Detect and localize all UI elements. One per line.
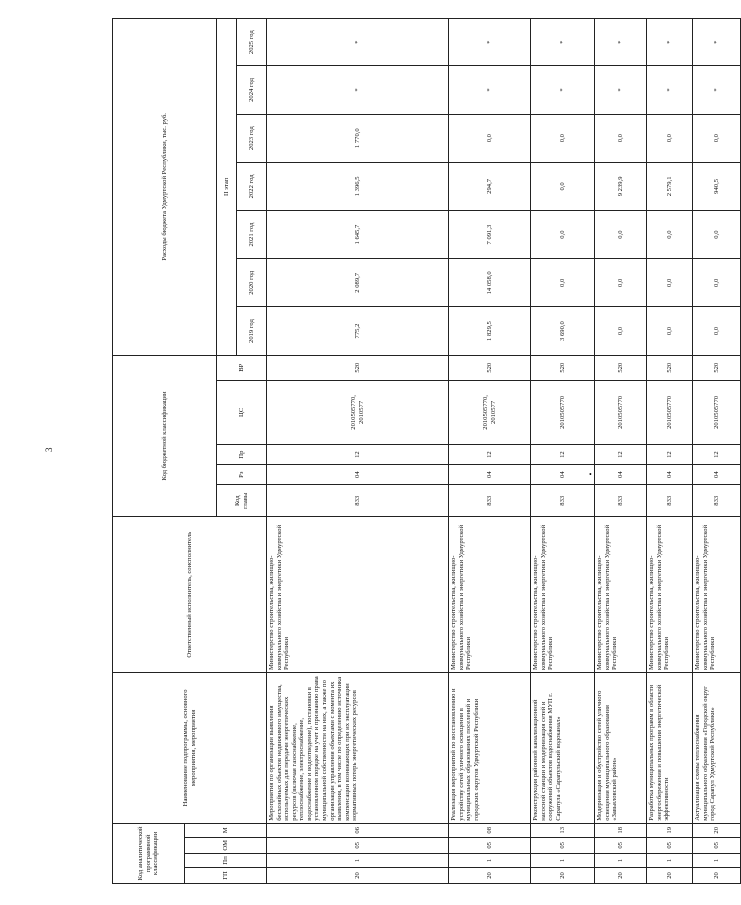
cell-pp: 1 (693, 853, 741, 867)
header-year: 2021 год (237, 211, 267, 259)
cell-value-2024: * (267, 66, 449, 114)
cell-name: Разработка муниципальных программ в области энергосбережения и повышения энергетической эффективности (647, 673, 693, 824)
cell-kod: 833 (449, 485, 531, 517)
cell-m: 20 (693, 823, 741, 837)
cell-value-2020: 14 058,0 (449, 259, 531, 307)
cell-executor: Министерство строительства, жилищно-коммунального хозяйства и энергетики Удмуртской Республики (647, 517, 693, 673)
header-cs: ЦС (217, 380, 267, 444)
header-code-analytic: Код аналитической программной классификации (113, 823, 185, 883)
cell-value-2023: 0,0 (595, 114, 647, 162)
cell-value-2020: 0,0 (531, 259, 595, 307)
cell-value-2025: * (449, 19, 531, 66)
table-row (693, 19, 741, 884)
cell-om: 05 (267, 837, 449, 853)
header-year: 2023 год (237, 114, 267, 162)
cell-cs: 2010505770 (693, 380, 741, 444)
cell-m: 13 (531, 823, 595, 837)
cell-name: Мероприятия по организации выявления бесхозяйных объектов недвижимого имущества, используемых для передачи энергетических ресурсов (включая газоснабжение, теплоснабжение, электроснабжение, водоснабжение и водоотведение), постановки в установленном порядке на учет и признанию права муниципальной собственности на них, а также по организации управления объектами с момента их выявления, в том числе по определению источника компенсации возникающих при их эксплуатации нормативных потерь энергетических ресурсов (267, 673, 449, 824)
cell-vr: 520 (693, 355, 741, 380)
cell-value-2022: 9 239,9 (595, 162, 647, 210)
header-year: 2025 год (237, 19, 267, 66)
cell-m: 08 (449, 823, 531, 837)
cell-rz: 04 (693, 465, 741, 485)
header-om: ОМ (185, 837, 267, 853)
header-expenses: Расходы бюджета Удмуртской Республики, тыс. руб. (113, 19, 217, 356)
cell-pp: 1 (449, 853, 531, 867)
table-row (531, 19, 595, 884)
header-pp: Пп (185, 853, 267, 867)
cell-cs: 2010505770, 2010577 (449, 380, 531, 444)
cell-value-2022: 2 579,1 (647, 162, 693, 210)
cell-m: 06 (267, 823, 449, 837)
cell-value-2023: 0,0 (531, 114, 595, 162)
cell-cs: 2010505770 (647, 380, 693, 444)
header-vr: ВР (217, 355, 267, 380)
cell-value-2021: 0,0 (531, 211, 595, 259)
cell-value-2020: 2 089,7 (267, 259, 449, 307)
cell-value-2024: * (693, 66, 741, 114)
cell-om: 05 (693, 837, 741, 853)
header-year: 2020 год (237, 259, 267, 307)
table-row (647, 19, 693, 884)
header-executor: Ответственный исполнитель, соисполнитель (113, 517, 267, 673)
header-pr: Пр (217, 445, 267, 465)
cell-value-2020: 0,0 (647, 259, 693, 307)
cell-rz: 04 (267, 465, 449, 485)
cell-cs: 2010505770 (595, 380, 647, 444)
cell-value-2021: 0,0 (595, 211, 647, 259)
header-year: 2024 год (237, 66, 267, 114)
cell-pp: 1 (531, 853, 595, 867)
cell-name: Реализация мероприятий по восстановлению и устройству сетей уличного освещения в муниципальных образованиях поселений и городских округов Удмуртской Республики (449, 673, 531, 824)
cell-value-2024: * (449, 66, 531, 114)
cell-kod: 833 (693, 485, 741, 517)
cell-vr: 520 (647, 355, 693, 380)
cell-pr: 12 (449, 445, 531, 465)
cell-pr: 12 (267, 445, 449, 465)
cell-pr: 12 (693, 445, 741, 465)
header-gp: ГП (185, 867, 267, 883)
cell-kod: 833 (531, 485, 595, 517)
cell-value-2019: 0,0 (647, 307, 693, 355)
cell-value-2019: 1 829,5 (449, 307, 531, 355)
cell-value-2025: * (595, 19, 647, 66)
cell-value-2019: 3 690,0 (531, 307, 595, 355)
cell-m: 18 (595, 823, 647, 837)
cell-rz: 04 (595, 465, 647, 485)
cell-value-2021: 7 091,3 (449, 211, 531, 259)
cell-gp: 20 (595, 867, 647, 883)
header-year: 2022 год (237, 162, 267, 210)
cell-executor: Министерство строительства, жилищно-коммунального хозяйства и энергетики Удмуртской Республики (595, 517, 647, 673)
budget-table (112, 18, 741, 884)
cell-pr: 12 (531, 445, 595, 465)
cell-value-2019: 0,0 (693, 307, 741, 355)
cell-vr: 520 (449, 355, 531, 380)
cell-gp: 20 (449, 867, 531, 883)
cell-vr: 520 (595, 355, 647, 380)
cell-value-2019: 775,2 (267, 307, 449, 355)
cell-gp: 20 (693, 867, 741, 883)
cell-cs: 2010505770, 2010577 (267, 380, 449, 444)
cell-vr: 520 (531, 355, 595, 380)
cell-value-2025: * (693, 19, 741, 66)
cell-om: 05 (449, 837, 531, 853)
header-budget-code: Код бюджетной классификации (113, 355, 217, 517)
cell-m: 19 (647, 823, 693, 837)
cell-name: Модернизация и обустройство сетей уличного освещения муниципального образования «Завьяловский район» (595, 673, 647, 824)
cell-executor: Министерство строительства, жилищно-коммунального хозяйства и энергетики Удмуртской Республики (531, 517, 595, 673)
stray-mark: • (589, 470, 592, 479)
cell-value-2021: 1 645,7 (267, 211, 449, 259)
cell-value-2024: * (647, 66, 693, 114)
cell-rz: 04 (449, 465, 531, 485)
cell-value-2021: 0,0 (693, 211, 741, 259)
header-kod-glavy: Код главы (217, 485, 267, 517)
page-number: 3 (44, 447, 54, 452)
cell-value-2021: 0,0 (647, 211, 693, 259)
cell-value-2025: * (267, 19, 449, 66)
cell-pr: 12 (595, 445, 647, 465)
table-row (595, 19, 647, 884)
cell-name: Актуализация схемы теплоснабжения муниципального образования «Городской округ город Сарапул Удмуртской Республики» (693, 673, 741, 824)
cell-value-2023: 0,0 (449, 114, 531, 162)
cell-gp: 20 (267, 867, 449, 883)
cell-pr: 12 (647, 445, 693, 465)
cell-value-2023: 1 770,0 (267, 114, 449, 162)
cell-executor: Министерство строительства, жилищно-коммунального хозяйства и энергетики Удмуртской Республики (267, 517, 449, 673)
cell-value-2022: 294,7 (449, 162, 531, 210)
cell-value-2022: 0,0 (531, 162, 595, 210)
cell-om: 05 (647, 837, 693, 853)
cell-value-2020: 0,0 (693, 259, 741, 307)
cell-gp: 20 (647, 867, 693, 883)
cell-rz: 04 (647, 465, 693, 485)
cell-value-2025: * (531, 19, 595, 66)
cell-value-2025: * (647, 19, 693, 66)
rotated-table-container (112, 18, 720, 884)
cell-value-2022: 940,5 (693, 162, 741, 210)
cell-pp: 1 (647, 853, 693, 867)
cell-kod: 833 (267, 485, 449, 517)
table-row (449, 19, 531, 884)
table-row (267, 19, 449, 884)
cell-gp: 20 (531, 867, 595, 883)
cell-value-2022: 1 396,5 (267, 162, 449, 210)
cell-om: 05 (595, 837, 647, 853)
cell-executor: Министерство строительства, жилищно-коммунального хозяйства и энергетики Удмуртской Республики (693, 517, 741, 673)
cell-pp: 1 (595, 853, 647, 867)
header-rz: Рз (217, 465, 267, 485)
cell-vr: 520 (267, 355, 449, 380)
cell-kod: 833 (595, 485, 647, 517)
header-m: М (185, 823, 267, 837)
cell-om: 05 (531, 837, 595, 853)
cell-value-2024: * (531, 66, 595, 114)
cell-value-2023: 0,0 (693, 114, 741, 162)
cell-cs: 2010505770 (531, 380, 595, 444)
cell-value-2020: 0,0 (595, 259, 647, 307)
header-year: 2019 год (237, 307, 267, 355)
cell-kod: 833 (647, 485, 693, 517)
cell-value-2024: * (595, 66, 647, 114)
cell-value-2019: 0,0 (595, 307, 647, 355)
cell-value-2023: 0,0 (647, 114, 693, 162)
header-name: Наименование подпрограммы, основного мероприятия, мероприятия (113, 673, 267, 824)
cell-rz: 04 (531, 465, 595, 485)
cell-executor: Министерство строительства, жилищно-коммунального хозяйства и энергетики Удмуртской Республики (449, 517, 531, 673)
cell-pp: 1 (267, 853, 449, 867)
header-stage: II этап (217, 19, 237, 356)
cell-name: Реконструкция районной канализационной насосной станции и модернизация сетей и сооружений объектов водоснабжения МУП г. Сарапула «Сарапульский водоканал» (531, 673, 595, 824)
